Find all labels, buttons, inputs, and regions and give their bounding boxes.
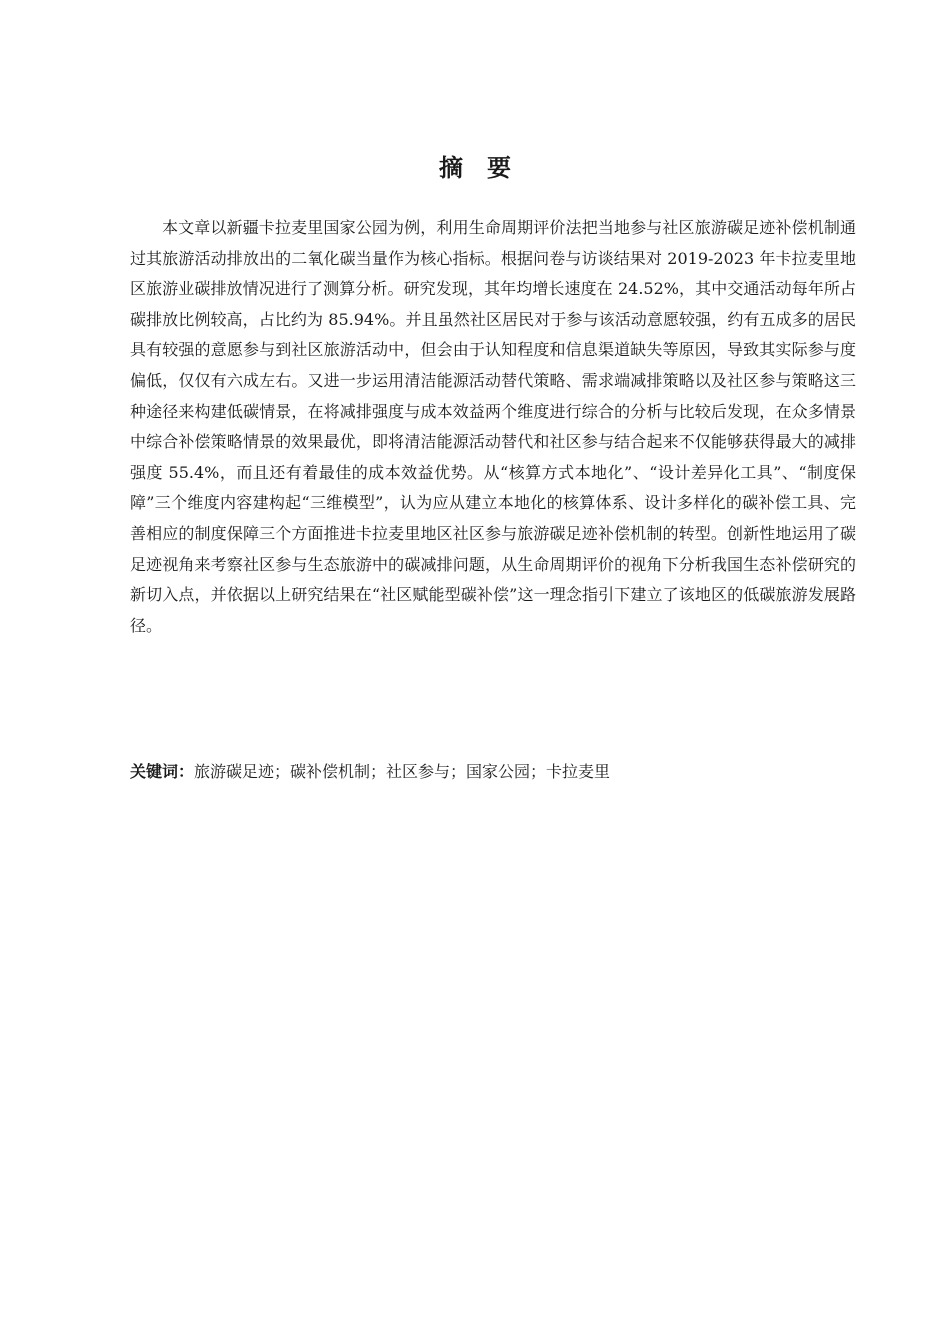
page-title bbox=[0, 150, 950, 186]
abstract-paragraph: 本文章以新疆卡拉麦里国家公园为例，利用生命周期评价法把当地参与社区旅游碳足迹补偿机制通过其旅游活动排放出的二氧化碳当量作为核心指标。根据问卷与访谈结果对 2019-2023 年卡拉麦里地区旅游业碳排放情况进行了测算分析。研究发现，其年均增长速度在 24.52%，其中交通活动每年所占碳排放比例较高，占比约为 85.94%。并且虽然社区居民对于参与该活动意愿较强，约有五成多的居民具有较强的意愿参与到社区旅游活动中，但会由于认知程度和信息渠道缺失等原因，导致其实际参与度偏低，仅仅有六成左右。又进一步运用清洁能源活动替代策略、需求端减排策略以及社区参与策略这三种途径来构建低碳情景，在将减排强度与成本效益两个维度进行综合的分析与比较后发现，在众多情景中综合补偿策略情景的效果最优，即将清洁能源活动替代和社区参与结合起来不仅能够获得最大的减排强度 55.4%，而且还有着最佳的成本效益优势。从“核算方式本地化”、“设计差异化工具”、“制度保障”三个维度内容建构起“三维模型”，认为应从建立本地化的核算体系、设计多样化的碳补偿工具、完善相应的制度保障三个方面推进卡拉麦里地区社区参与旅游碳足迹补偿机制的转型。创新性地运用了碳足迹视角来考察社区参与生态旅游中的碳减排问题，从生命周期评价的视角下分析我国生态补偿研究的新切入点，并依据以上研究结果在“社区赋能型碳补偿”这一理念指引下建立了该地区的低碳旅游发展路径。 bbox=[130, 218, 856, 635]
keywords-line bbox=[130, 757, 856, 787]
title-char-1: 摘 bbox=[439, 154, 463, 182]
keywords-label: 关键词： bbox=[130, 762, 195, 781]
title-char-2: 要 bbox=[487, 154, 511, 182]
keywords-text: 旅游碳足迹；碳补偿机制；社区参与；国家公园；卡拉麦里 bbox=[194, 762, 611, 781]
